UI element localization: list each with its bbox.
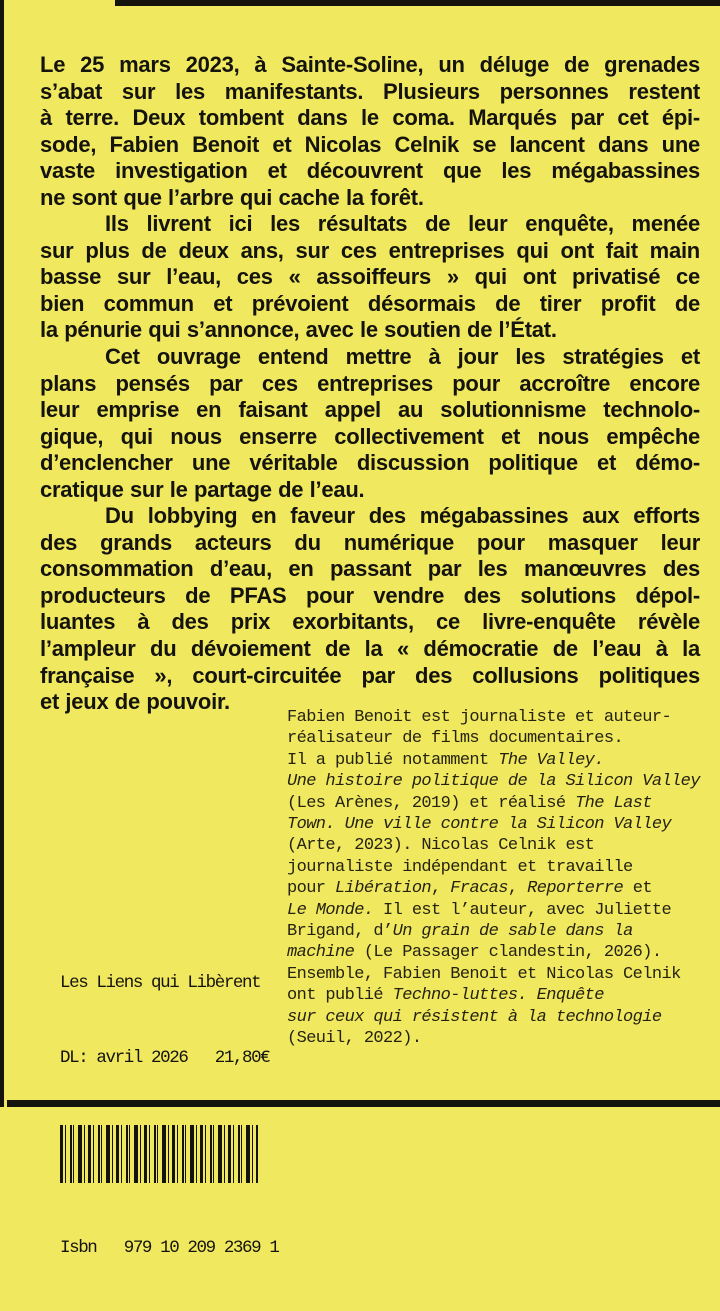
bio-line: (Arte, 2023). Nicolas Celnik est — [287, 836, 595, 856]
barcode — [60, 1125, 258, 1183]
bio-line: Il a publié notamment The Valley. — [287, 750, 604, 770]
blurb-line: sur plus de deux ans, sur ces entreprises qui ont fait main — [40, 237, 700, 263]
author-bio — [287, 707, 715, 1050]
isbn-line: Isbn 979 10 209 2369 1 — [60, 1238, 279, 1258]
bio-line: (Les Arènes, 2019) et réalisé The Last — [287, 793, 652, 813]
blurb-line: française », court-circuitée par des collusions politiques — [40, 662, 700, 688]
blurb-line: consommation d’eau, en passant par les manœuvres des — [40, 556, 700, 582]
blurb-line: la pénurie qui s’annonce, avec le soutien de l’État. — [40, 317, 557, 343]
blurb-line: cratique sur le partage de l’eau. — [40, 476, 365, 502]
blurb-line: s’abat sur les manifestants. Plusieurs personnes restent — [40, 78, 700, 104]
blurb-line: l’ampleur du dévoiement de la « démocratie de l’eau à la — [40, 636, 700, 662]
blurb-line: à terre. Deux tombent dans le coma. Marqués par cet épi- — [40, 105, 700, 131]
bio-line: Une histoire politique de la Silicon Valley — [287, 772, 700, 792]
blurb-line: producteurs de PFAS pour vendre des solutions dépol- — [40, 582, 700, 608]
bio-line: pour Libération, Fracas, Reporterre et — [287, 879, 652, 899]
blurb-line: Cet ouvrage entend mettre à jour les stratégies et — [105, 344, 700, 370]
blurb-line: gique, qui nous enserre collectivement et nous empêche — [40, 423, 700, 449]
blurb-line: vaste investigation et découvrent que les mégabassines — [40, 158, 700, 184]
blurb-line: Du lobbying en faveur des mégabassines aux efforts — [105, 503, 700, 529]
top-edge-bar — [115, 0, 720, 6]
bio-line: Le Monde. Il est l’auteur, avec Juliette — [287, 900, 672, 920]
publisher-block — [60, 921, 278, 1311]
bio-line: Ensemble, Fabien Benoit et Nicolas Celnik — [287, 964, 681, 984]
bio-line: Town. Une ville contre la Silicon Valley — [287, 815, 672, 835]
bio-line: journaliste indépendant et travaille — [287, 857, 633, 877]
blurb-line: basse sur l’eau, ces « assoiffeurs » qui ont privatisé ce — [40, 264, 700, 290]
bio-line: Fabien Benoit est journaliste et auteur- — [287, 708, 672, 727]
blurb-line: ne sont que l’arbre qui cache la forêt. — [40, 184, 424, 210]
back-cover-blurb — [40, 52, 700, 716]
blurb-line: Ils livrent ici les résultats de leur enquête, menée — [105, 211, 700, 237]
bio-line: (Seuil, 2022). — [287, 1029, 422, 1049]
blurb-line: plans pensés par ces entreprises pour accroître encore — [40, 370, 700, 396]
blurb-line: sode, Fabien Benoit et Nicolas Celnik se lancent dans une — [40, 131, 700, 157]
blurb-line: des grands acteurs du numérique pour masquer leur — [40, 529, 700, 555]
blurb-line: d’enclencher une véritable discussion politique et démo- — [40, 450, 700, 476]
blurb-line: bien commun et prévoient désormais de tirer profit de — [40, 290, 700, 316]
publisher-name: Les Liens qui Libèrent — [60, 973, 261, 993]
blurb-line: luantes à des prix exorbitants, ce livre-enquête révèle — [40, 609, 700, 635]
blurb-line: leur emprise en faisant appel au solutionnisme technolo- — [40, 397, 700, 423]
bio-line: machine (Le Passager clandestin, 2026). — [287, 943, 662, 963]
bio-line: ont publié Techno-luttes. Enquête — [287, 986, 604, 1006]
bio-line: sur ceux qui résistent à la technologie — [287, 1007, 662, 1027]
bio-line: Brigand, d’Un grain de sable dans la — [287, 922, 633, 942]
blurb-line: Le 25 mars 2023, à Sainte-Soline, un déluge de grenades — [40, 52, 700, 77]
bio-line: réalisateur de films documentaires. — [287, 729, 624, 749]
deposit-price-line: DL: avril 2026 21,80€ — [60, 1048, 270, 1068]
left-edge-bar — [0, 0, 4, 1107]
blurb-line: et jeux de pouvoir. — [40, 689, 230, 715]
